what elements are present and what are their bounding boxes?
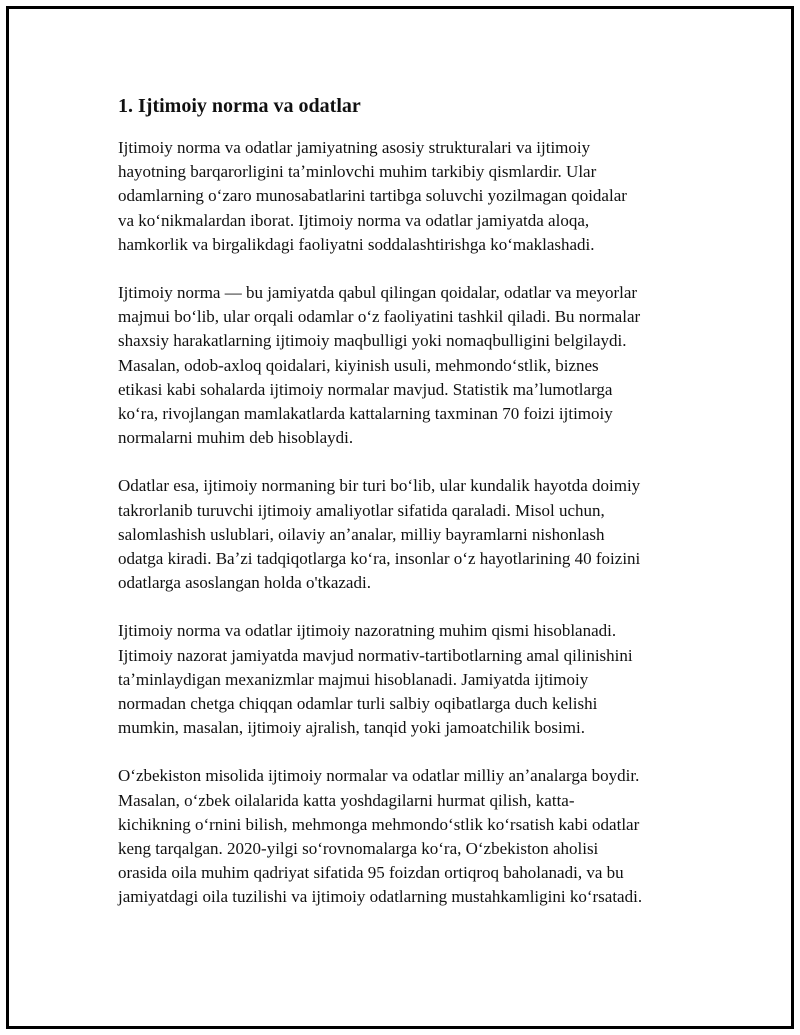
text-line: majmui boʻlib, ular orqali odamlar oʻz faoliyatini tashkil qiladi. Bu normalar [118, 307, 641, 327]
text-line: odatlarga asoslangan holda o'tkazadi. [118, 573, 371, 593]
text-line: normadan chetga chiqqan odamlar turli salbiy oqibatlarga duch kelishi [118, 694, 598, 714]
text-line: Ijtimoiy norma va odatlar ijtimoiy nazoratning muhim qismi hisoblanadi. [118, 621, 617, 641]
paragraph-social-control [118, 619, 688, 740]
text-line: odamlarning oʻzaro munosabatlarini tartibga soluvchi yozilmagan qoidalar [118, 186, 627, 206]
text-line: takrorlanib turuvchi ijtimoiy amaliyotlar sifatida qaraladi. Misol uchun, [118, 500, 605, 520]
paragraph-social-norm [118, 281, 688, 450]
text-line: normalarni muhim deb hisoblaydi. [118, 428, 354, 448]
paragraph-intro [118, 136, 688, 257]
text-line: Masalan, oʻzbek oilalarida katta yoshdagilarni hurmat qilish, katta- [118, 790, 575, 810]
paragraph-uzbekistan [118, 764, 688, 909]
text-line: mumkin, masalan, ijtimoiy ajralish, tanqid yoki jamoatchilik bosimi. [118, 718, 585, 738]
text-line: Ijtimoiy norma va odatlar jamiyatning asosiy strukturalari va ijtimoiy [118, 138, 591, 157]
text-line: keng tarqalgan. 2020-yilgi soʻrovnomalarga koʻra, Oʻzbekiston aholisi [118, 839, 599, 859]
section-title: 1. Ijtimoiy norma va odatlar [118, 95, 361, 117]
text-line: Masalan, odob-axloq qoidalari, kiyinish usuli, mehmondoʻstlik, biznes [118, 355, 599, 375]
text-line: shaxsiy harakatlarning ijtimoiy maqbulligi yoki nomaqbulligini belgilaydi. [118, 331, 627, 351]
text-line: hamkorlik va birgalikdagi faoliyatni soddalashtirishga koʻmaklashadi. [118, 234, 595, 254]
text-line: hayotning barqarorligini taʼminlovchi muhim tarkibiy qismlardir. Ular [118, 162, 597, 182]
text-line: Ijtimoiy norma — bu jamiyatda qabul qilingan qoidalar, odatlar va meyorlar [118, 283, 638, 303]
paragraph-habits [118, 474, 688, 595]
document-body [118, 92, 688, 934]
text-line: va koʻnikmalardan iborat. Ijtimoiy norma va odatlar jamiyatda aloqa, [118, 210, 590, 230]
text-line: Odatlar esa, ijtimoiy normaning bir turi boʻlib, ular kundalik hayotda doimiy [118, 476, 641, 496]
text-line: kichikning oʻrnini bilish, mehmonga mehmondoʻstlik koʻrsatish kabi odatlar [118, 814, 640, 834]
text-line: etikasi kabi sohalarda ijtimoiy normalar mavjud. Statistik maʼlumotlarga [118, 379, 613, 399]
text-line: odatga kiradi. Baʼzi tadqiqotlarga koʻra, insonlar oʻz hayotlarining 40 foizini [118, 549, 641, 569]
text-line: jamiyatdagi oila tuzilishi va ijtimoiy odatlarning mustahkamligini koʻrsatadi. [118, 887, 643, 907]
text-line: orasida oila muhim qadriyat sifatida 95 foizdan ortiqroq baholanadi, va bu [118, 863, 624, 883]
text-line: taʼminlaydigan mexanizmlar majmui hisoblanadi. Jamiyatda ijtimoiy [118, 669, 589, 689]
text-line: Oʻzbekiston misolida ijtimoiy normalar va odatlar milliy anʼanalarga boydir. [118, 766, 640, 786]
text-line: Ijtimoiy nazorat jamiyatda mavjud normativ-tartibotlarning amal qilinishini [118, 645, 633, 665]
text-line: koʻra, rivojlangan mamlakatlarda kattalarning taxminan 70 foizi ijtimoiy [118, 404, 613, 424]
text-line: salomlashish uslublari, oilaviy anʼanalar, milliy bayramlarni nishonlash [118, 524, 605, 544]
